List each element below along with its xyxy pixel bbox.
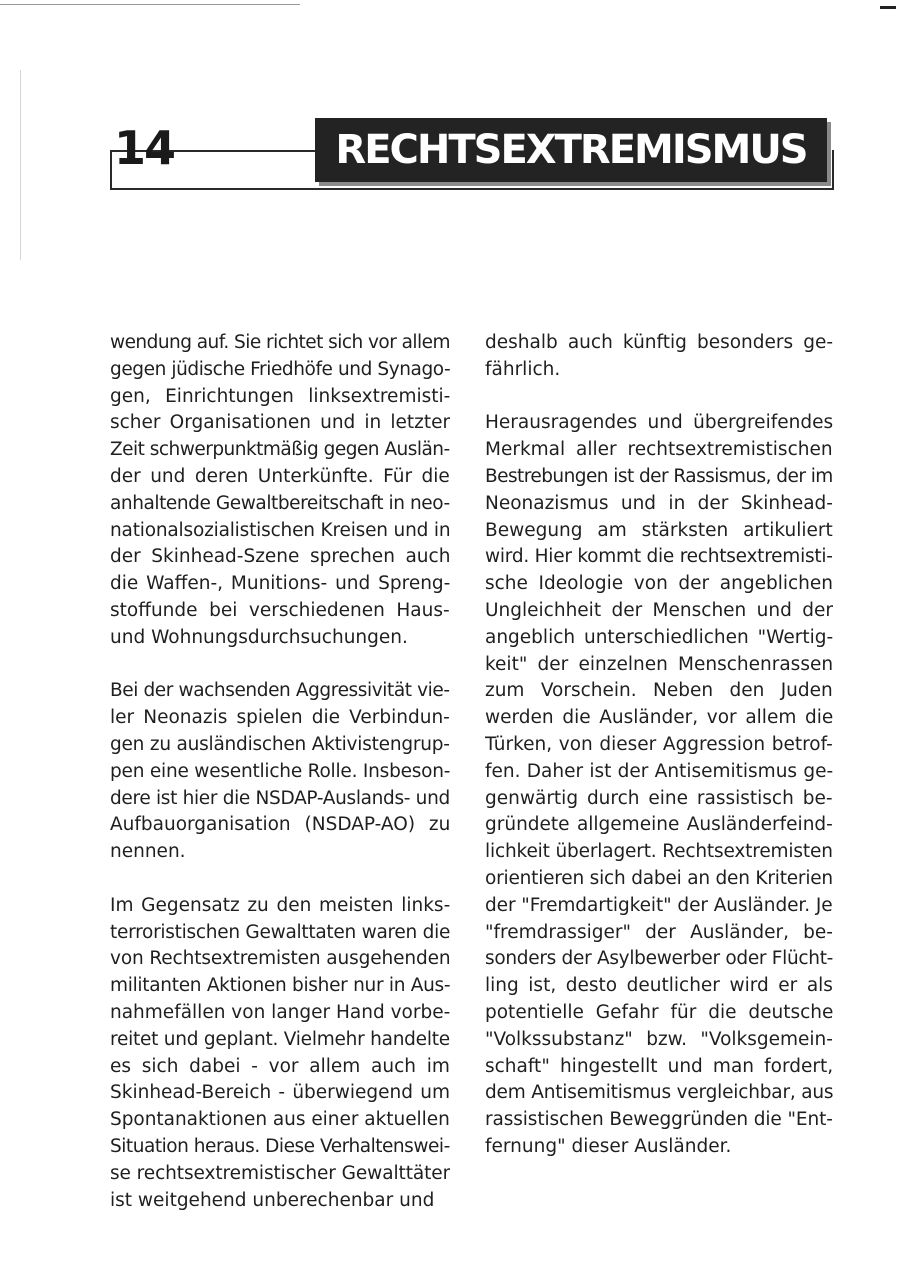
- text-line: fernung" dieser Ausländer.: [485, 1135, 732, 1157]
- scan-artifact-mark: [880, 6, 896, 9]
- paragraph: [110, 678, 450, 866]
- text-line: deshalb auch künftig besonders ge-: [485, 332, 833, 353]
- text-line: Bewegung am stärksten artikuliert: [485, 519, 833, 541]
- text-line: sche Ideologie von der angeblichen: [485, 573, 833, 595]
- text-line: orientieren sich dabei an den Kriterien: [485, 867, 833, 889]
- text-line: von Rechtsextremisten ausgehenden: [110, 948, 450, 970]
- text-line: stoffunde bei verschiedenen Haus-: [110, 599, 450, 621]
- text-line: gegen jüdische Friedhöfe und Synago-: [110, 358, 450, 380]
- text-line: scher Organisationen und in letzter: [110, 412, 450, 434]
- text-line: und Wohnungsdurchsuchungen.: [110, 626, 408, 648]
- text-line: Merkmal aller rechtsextremistischen: [485, 439, 833, 461]
- text-line: der und deren Unterkünfte. Für die: [110, 465, 450, 487]
- text-line: angeblich unterschiedlichen "Wertig-: [485, 626, 833, 648]
- text-line: se rechtsextremistischer Gewalttäter: [110, 1162, 450, 1184]
- chapter-number: 14: [114, 121, 175, 175]
- scan-artifact-top: [0, 4, 300, 5]
- text-line: Herausragendes und übergreifendes: [485, 412, 833, 434]
- chapter-title: RECHTSEXTREMISMUS: [315, 118, 827, 182]
- text-line: ling ist, desto deutlicher wird er als: [485, 975, 833, 997]
- right-text-column: [485, 330, 833, 1161]
- text-line: der "Fremdartigkeit" der Ausländer. Je: [485, 894, 833, 916]
- text-line: es sich dabei - vor allem auch im: [110, 1055, 450, 1077]
- paragraph: [485, 330, 833, 384]
- text-line: rassistischen Beweggründen die "Ent-: [485, 1109, 833, 1131]
- text-line: "Volkssubstanz" bzw. "Volksgemein-: [485, 1028, 833, 1050]
- text-line: genwärtig durch eine rassistisch be-: [485, 787, 833, 809]
- text-line: Bei der wachsenden Aggressivität vie-: [110, 680, 450, 702]
- text-line: Aufbauorganisation (NSDAP-AO) zu: [110, 814, 450, 836]
- text-line: Ungleichheit der Menschen und der: [485, 599, 833, 621]
- text-line: nennen.: [110, 841, 186, 863]
- left-text-column: [110, 330, 450, 1214]
- text-line: anhaltende Gewaltbereitschaft in neo-: [110, 492, 450, 514]
- paragraph: [110, 893, 450, 1215]
- text-line: gen zu ausländischen Aktivistengrup-: [110, 733, 450, 755]
- text-line: wird. Hier kommt die rechtsextremisti-: [485, 546, 833, 568]
- paragraph-gap: [110, 652, 450, 679]
- text-line: nationalsozialistischen Kreisen und in: [110, 519, 450, 541]
- text-line: der Skinhead-Szene sprechen auch: [110, 546, 450, 568]
- text-line: ist weitgehend unberechenbar und: [110, 1189, 435, 1211]
- text-line: dem Antisemitismus vergleichbar, aus: [485, 1082, 833, 1104]
- text-line: Türken, von dieser Aggression betrof-: [485, 733, 833, 755]
- text-line: pen eine wesentliche Rolle. Insbeson-: [110, 760, 450, 782]
- text-line: Bestrebungen ist der Rassismus, der im: [485, 465, 833, 487]
- text-line: "fremdrassiger" der Ausländer, be-: [485, 921, 833, 943]
- paragraph: [485, 410, 833, 1160]
- text-line: terroristischen Gewalttaten waren die: [110, 921, 450, 943]
- text-line: potentielle Gefahr für die deutsche: [485, 1001, 833, 1023]
- text-line: nahmefällen von langer Hand vorbe-: [110, 1001, 450, 1023]
- paragraph: [110, 330, 450, 652]
- text-line: gen, Einrichtungen linksextremisti-: [110, 385, 450, 407]
- text-line: keit" der einzelnen Menschenrassen: [485, 653, 833, 675]
- text-line: gründete allgemeine Ausländerfeind-: [485, 814, 833, 836]
- text-line: wendung auf. Sie richtet sich vor allem: [110, 332, 450, 353]
- text-line: lichkeit überlagert. Rechtsextremisten: [485, 841, 833, 863]
- text-line: Spontanaktionen aus einer aktuellen: [110, 1109, 450, 1131]
- text-line: schaft" hingestellt und man fordert,: [485, 1055, 833, 1077]
- text-line: Im Gegensatz zu den meisten links-: [110, 894, 450, 916]
- paragraph-gap: [485, 384, 833, 411]
- text-line: zum Vorschein. Neben den Juden: [485, 680, 833, 702]
- paragraph-gap: [110, 866, 450, 893]
- text-line: Skinhead-Bereich - überwiegend um: [110, 1082, 450, 1104]
- text-line: Neonazismus und in der Skinhead-: [485, 492, 833, 514]
- text-line: fährlich.: [485, 358, 561, 380]
- text-line: reitet und geplant. Vielmehr handelte: [110, 1028, 450, 1050]
- scan-artifact-left: [20, 70, 21, 260]
- text-line: dere ist hier die NSDAP-Auslands- und: [110, 787, 450, 809]
- text-line: ler Neonazis spielen die Verbindun-: [110, 707, 450, 729]
- text-line: militanten Aktionen bisher nur in Aus-: [110, 975, 450, 997]
- text-line: die Waffen-, Munitions- und Spreng-: [110, 573, 450, 595]
- text-line: Zeit schwerpunktmäßig gegen Auslän-: [110, 439, 450, 461]
- text-line: Situation heraus. Diese Verhaltenswei-: [110, 1135, 450, 1157]
- text-line: werden die Ausländer, vor allem die: [485, 707, 833, 729]
- text-line: sonders der Asylbewerber oder Flücht-: [485, 948, 833, 970]
- text-line: fen. Daher ist der Antisemitismus ge-: [485, 760, 833, 782]
